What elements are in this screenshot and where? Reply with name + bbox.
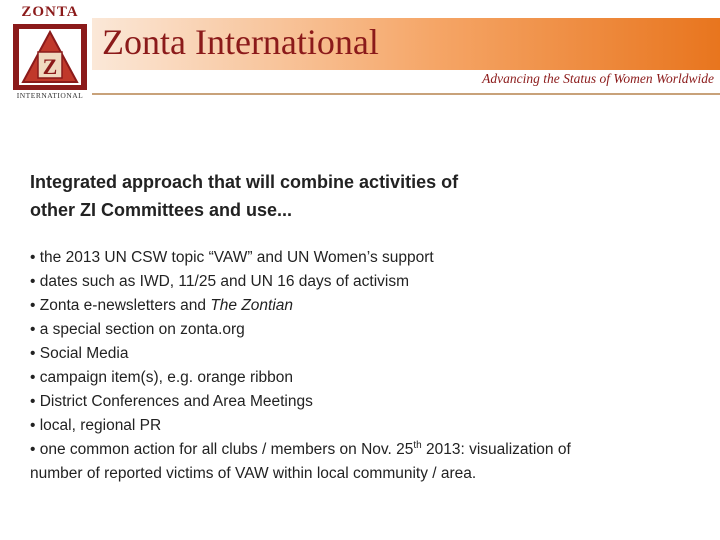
header <box>0 0 720 105</box>
zonta-logo <box>8 4 92 100</box>
slide-content <box>30 168 700 486</box>
org-title: Zonta International <box>102 22 379 62</box>
list-item: • dates such as IWD, 11/25 and UN 16 days of activism <box>30 273 410 290</box>
tagline: Advancing the Status of Women Worldwide <box>482 71 714 86</box>
list-item: • District Conferences and Area Meetings <box>30 393 313 410</box>
heading-line-2: other ZI Committees and use... <box>30 200 293 220</box>
list-item: • campaign item(s), e.g. orange ribbon <box>30 369 294 386</box>
zonta-emblem-icon <box>13 24 87 90</box>
header-divider <box>92 93 720 95</box>
logo-subtitle: INTERNATIONAL <box>16 91 84 100</box>
list-item: • a special section on zonta.org <box>30 321 245 338</box>
list-item-continuation: number of reported victims of VAW within local community / area. <box>30 465 477 482</box>
publication-title: The Zontian <box>210 297 294 314</box>
list-item: • Zonta e-newsletters and The Zontian <box>30 297 294 314</box>
bullet-list <box>30 246 700 486</box>
list-item: • Social Media <box>30 345 129 362</box>
list-item: • local, regional PR <box>30 417 162 434</box>
list-item: • the 2013 UN CSW topic “VAW” and UN Women’s support <box>30 249 434 266</box>
logo-emblem-letter: Z <box>42 54 58 79</box>
list-item: • one common action for all clubs / members on Nov. 25th 2013: visualization of <box>30 439 571 458</box>
slide-heading <box>30 168 700 224</box>
heading-line-1: Integrated approach that will combine activities of <box>30 172 459 192</box>
logo-wordmark: ZONTA <box>21 4 79 20</box>
title-banner <box>92 18 720 70</box>
